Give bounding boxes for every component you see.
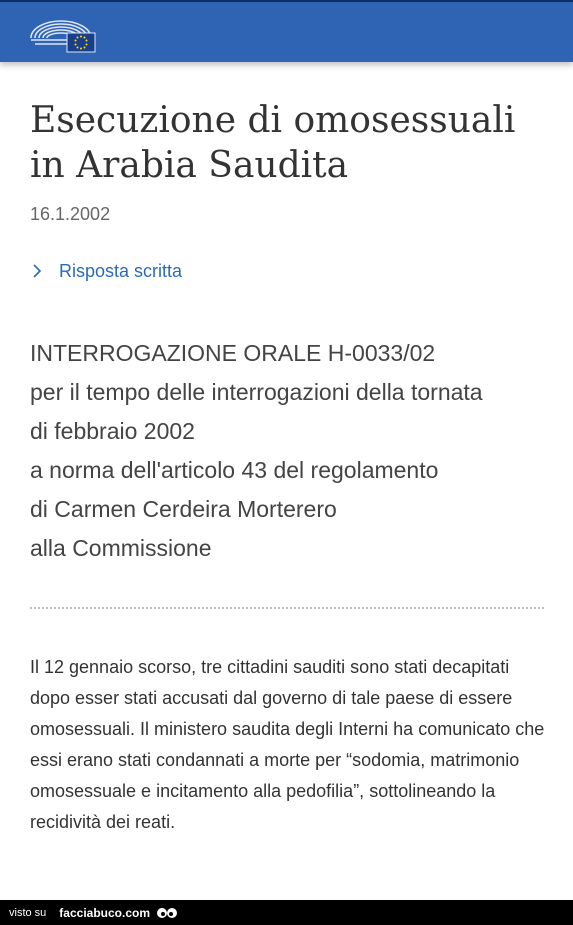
question-line: alla Commissione [30,535,212,561]
top-header-bar [0,0,573,62]
question-line: di febbraio 2002 [30,418,195,444]
footer-visto-label: visto su [9,906,47,919]
question-line: per il tempo delle interrogazioni della tornata [30,379,483,405]
question-body-text: Il 12 gennaio scorso, tre cittadini sauditi sono stati decapitati dopo esser stati accusati dal governo di tale paese di essere omosessuali. Il ministero saudita degli Interni ha comunicato che essi erano stati condannati a morte per “sodomia, matrimonio omosessuale e incitamento alla pedofilia”, sottolineando la recidività dei reati. [30,657,545,832]
question-header [30,334,560,568]
page-title: Esecuzione di omosessuali in Arabia Saudita [30,100,516,186]
question-line: INTERROGAZIONE ORALE H-0033/02 [30,340,436,366]
question-line: a norma dell'articolo 43 del regolamento [30,457,439,483]
dotted-divider [30,607,544,609]
watermark-footer [0,900,573,925]
question-line: di Carmen Cerdeira Morterero [30,496,337,522]
chevron-right-icon [30,264,44,278]
written-answer-link[interactable] [30,258,182,284]
eyes-icon [156,906,178,920]
document-date: 16.1.2002 [30,204,111,224]
european-parliament-logo-icon[interactable] [29,14,97,53]
written-answer-link-label: Risposta scritta [59,260,183,281]
footer-site-name: facciabuco.com [59,905,150,920]
